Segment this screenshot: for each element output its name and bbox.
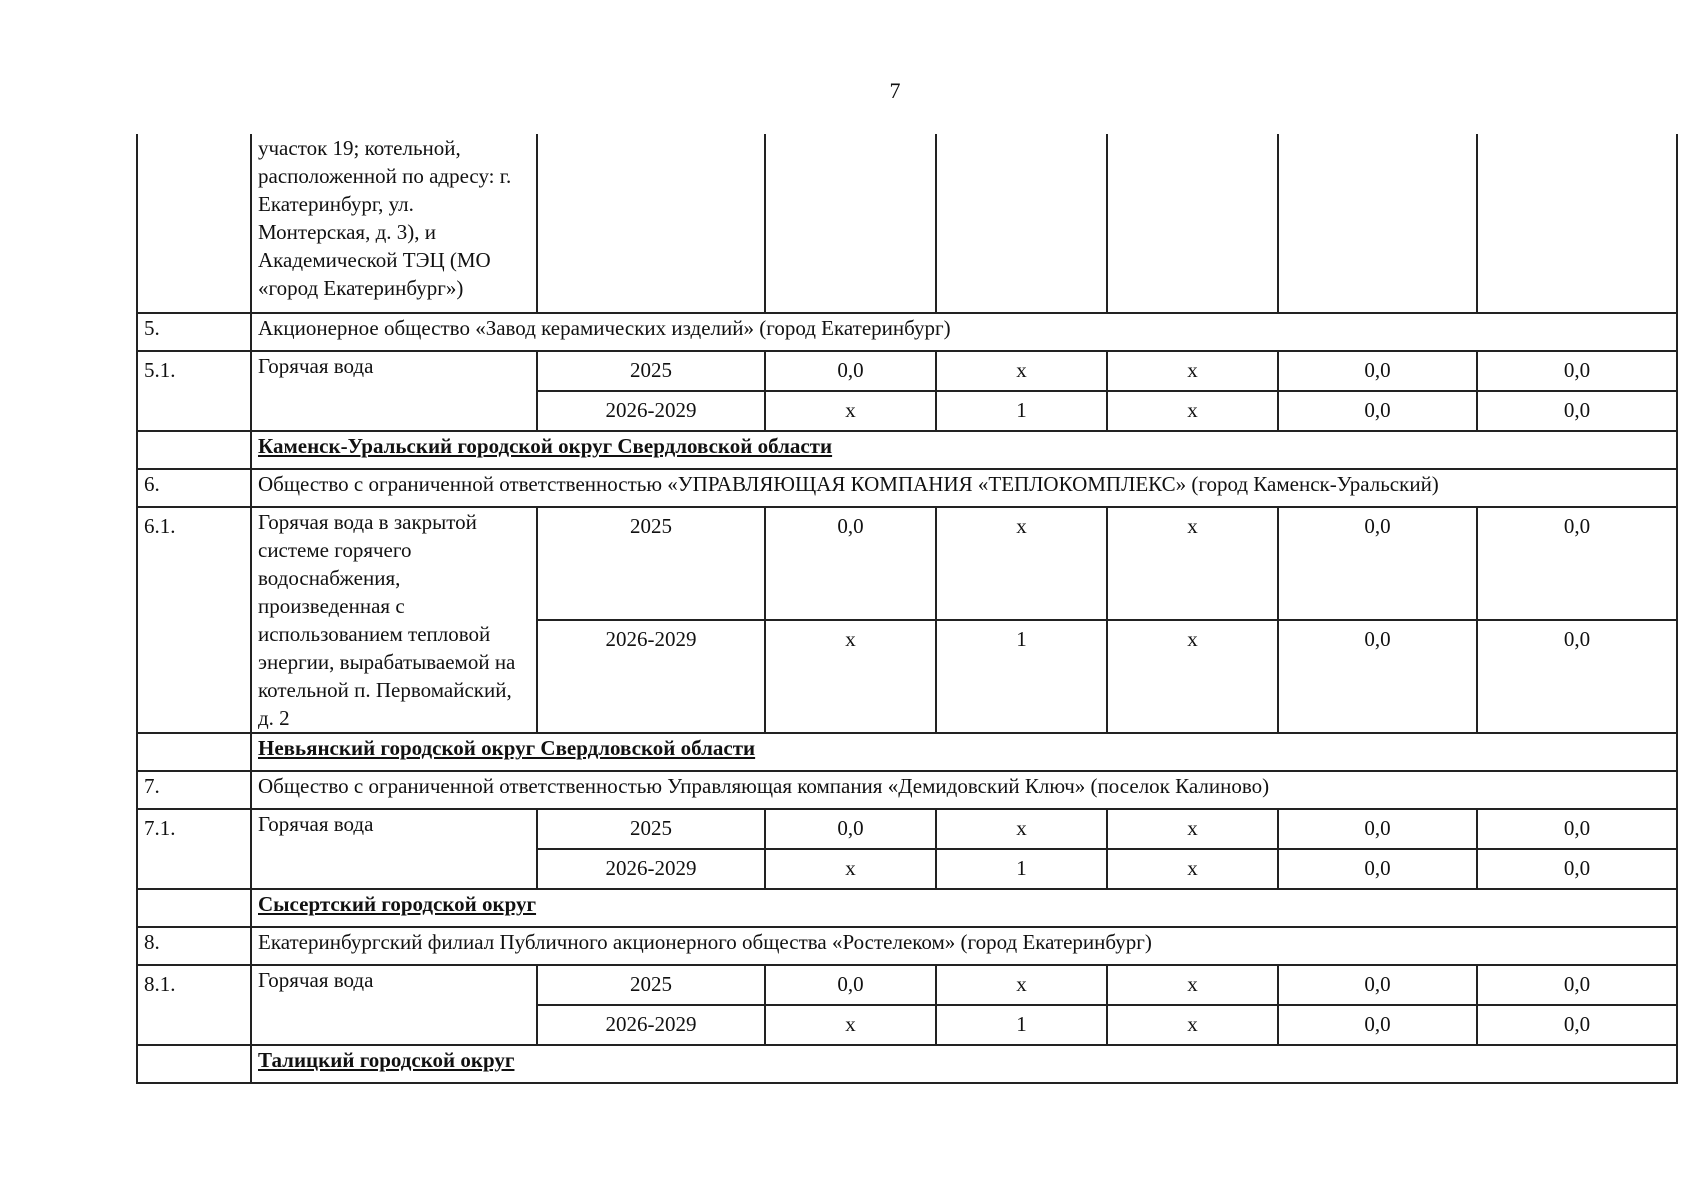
value-cell: 0,0: [765, 809, 936, 849]
item-row: [137, 809, 1677, 849]
num-cell: [137, 733, 251, 771]
row-number: 6.1.: [137, 507, 251, 733]
value-cell: [1107, 134, 1278, 313]
region-heading: Каменск-Уральский городской округ Свердловской области: [251, 431, 1677, 469]
period-cell: 2026-2029: [537, 620, 765, 733]
organization-name: Общество с ограниченной ответственностью «УПРАВЛЯЮЩАЯ КОМПАНИЯ «ТЕПЛОКОМПЛЕКС» (город Каменск-Уральский): [251, 469, 1677, 507]
organization-name: Общество с ограниченной ответственностью Управляющая компания «Демидовский Ключ» (поселок Калиново): [251, 771, 1677, 809]
value-cell: 0,0: [1278, 965, 1477, 1005]
item-row: [137, 351, 1677, 391]
value-cell: x: [1107, 620, 1278, 733]
continuation-desc: участок 19; котельной, расположенной по адресу: г. Екатеринбург, ул. Монтерская, д. 3), и Академической ТЭЦ (МО «город Екатеринбург»): [251, 134, 537, 313]
value-cell: x: [765, 620, 936, 733]
resource-description: Горячая вода в закрытой системе горячего водоснабжения, произведенная с использованием тепловой энергии, вырабатываемой на котельной п. Первомайский, д. 2: [251, 507, 537, 733]
period-cell: 2025: [537, 809, 765, 849]
resource-description: Горячая вода: [251, 351, 537, 431]
value-cell: x: [765, 1005, 936, 1045]
num-cell: [137, 1045, 251, 1083]
organization-name: Акционерное общество «Завод керамических изделий» (город Екатеринбург): [251, 313, 1677, 351]
org-row: [137, 469, 1677, 507]
row-number: 6.: [137, 469, 251, 507]
value-cell: 0,0: [765, 965, 936, 1005]
value-cell: x: [1107, 965, 1278, 1005]
period-cell: 2025: [537, 507, 765, 620]
value-cell: x: [765, 391, 936, 431]
value-cell: 1: [936, 849, 1107, 889]
value-cell: 0,0: [1477, 965, 1677, 1005]
page-number: 7: [889, 78, 901, 103]
row-number: 5.1.: [137, 351, 251, 431]
value-cell: x: [936, 351, 1107, 391]
value-cell: 1: [936, 620, 1107, 733]
value-cell: x: [936, 809, 1107, 849]
value-cell: 0,0: [1477, 809, 1677, 849]
region-heading: Сысертский городской округ: [251, 889, 1677, 927]
num-cell: [137, 134, 251, 313]
value-cell: x: [1107, 391, 1278, 431]
value-cell: x: [1107, 351, 1278, 391]
period-cell: 2026-2029: [537, 849, 765, 889]
value-cell: 0,0: [1278, 1005, 1477, 1045]
region-row: [137, 889, 1677, 927]
item-row: [137, 965, 1677, 1005]
region-row: [137, 1045, 1677, 1083]
value-cell: 0,0: [1477, 1005, 1677, 1045]
org-row: [137, 771, 1677, 809]
value-cell: 0,0: [765, 351, 936, 391]
value-cell: 0,0: [1278, 809, 1477, 849]
value-cell: 1: [936, 391, 1107, 431]
row-number: 7.: [137, 771, 251, 809]
value-cell: x: [765, 849, 936, 889]
region-row: [137, 431, 1677, 469]
row-number: 5.: [137, 313, 251, 351]
tariff-table: [136, 134, 1678, 1084]
num-cell: [137, 889, 251, 927]
value-cell: 0,0: [1477, 507, 1677, 620]
value-cell: [765, 134, 936, 313]
value-cell: 0,0: [1278, 351, 1477, 391]
item-row: [137, 507, 1677, 620]
value-cell: [537, 134, 765, 313]
row-number: 7.1.: [137, 809, 251, 889]
value-cell: x: [1107, 809, 1278, 849]
row-number: 8.1.: [137, 965, 251, 1045]
value-cell: 0,0: [1278, 620, 1477, 733]
period-cell: 2025: [537, 965, 765, 1005]
value-cell: 1: [936, 1005, 1107, 1045]
value-cell: 0,0: [1278, 849, 1477, 889]
value-cell: [1278, 134, 1477, 313]
value-cell: 0,0: [1477, 620, 1677, 733]
value-cell: x: [936, 507, 1107, 620]
row-number: 8.: [137, 927, 251, 965]
value-cell: [936, 134, 1107, 313]
period-cell: 2026-2029: [537, 391, 765, 431]
period-cell: 2025: [537, 351, 765, 391]
value-cell: 0,0: [1477, 391, 1677, 431]
org-row: [137, 927, 1677, 965]
region-heading: Невьянский городской округ Свердловской области: [251, 733, 1677, 771]
value-cell: 0,0: [1278, 507, 1477, 620]
value-cell: x: [1107, 849, 1278, 889]
value-cell: 0,0: [765, 507, 936, 620]
period-cell: 2026-2029: [537, 1005, 765, 1045]
value-cell: x: [1107, 1005, 1278, 1045]
region-heading: Талицкий городской округ: [251, 1045, 1677, 1083]
value-cell: x: [936, 965, 1107, 1005]
resource-description: Горячая вода: [251, 965, 537, 1045]
value-cell: 0,0: [1278, 391, 1477, 431]
value-cell: 0,0: [1477, 849, 1677, 889]
organization-name: Екатеринбургский филиал Публичного акционерного общества «Ростелеком» (город Екатеринбург): [251, 927, 1677, 965]
value-cell: 0,0: [1477, 351, 1677, 391]
resource-description: Горячая вода: [251, 809, 537, 889]
continuation-row: [137, 134, 1677, 313]
num-cell: [137, 431, 251, 469]
value-cell: [1477, 134, 1677, 313]
org-row: [137, 313, 1677, 351]
region-row: [137, 733, 1677, 771]
value-cell: x: [1107, 507, 1278, 620]
